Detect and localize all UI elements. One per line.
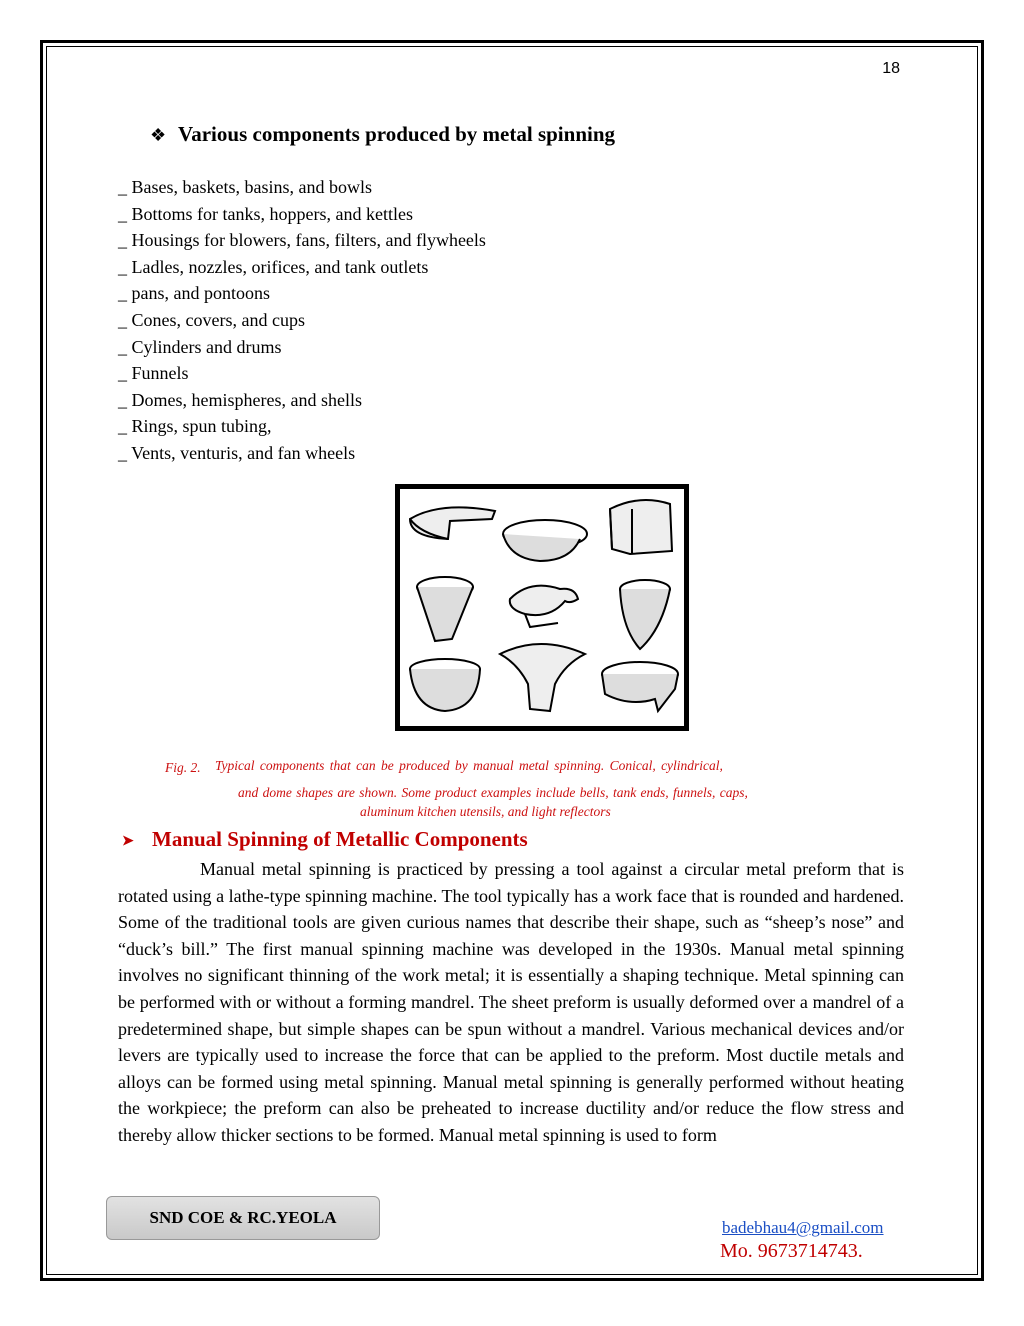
section-title: Various components produced by metal spinning: [178, 122, 616, 146]
spun-components-illustration: [400, 489, 684, 726]
manual-spinning-title: Manual Spinning of Metallic Components: [152, 827, 528, 851]
funnel-shape: [500, 644, 585, 711]
components-figure: [395, 484, 689, 731]
list-item: _ pans, and pontoons: [118, 283, 270, 304]
manual-spinning-paragraph: Manual metal spinning is practiced by pressing a tool against a circular metal preform that is rotated using a lathe-type spinning machine. The tool typically has a work face that is rounded and hardened. Some of the traditional tools are given curious names that describe their shape, such as “sheep’s nose” and “duck’s bill.” The first manual spinning machine was developed in the 1930s. Manual metal spinning involves no significant thinning of the work metal; it is essentially a shaping technique. Metal spinning can be performed with or without a forming mandrel. The sheet preform is usually deformed over a mandrel of a predetermined shape, but simple shapes can be spun without a mandrel. Various mechanical devices and/or levers are typically used to increase the force that can be applied to the preform. Most ductile metals and alloys can be formed using metal spinning. Manual metal spinning is generally performed without heating the workpiece; the preform can also be preheated to increase ductility and/or reduce the flow stress and thereby allow thicker sections to be formed. Manual metal spinning is used to form: [118, 859, 904, 1145]
page-number: 18: [882, 60, 900, 77]
manual-spinning-heading: [122, 827, 528, 852]
components-list: [118, 174, 486, 467]
section-heading: [150, 122, 615, 147]
diamond-bullet-icon: ❖: [150, 125, 167, 145]
ring-shape: [410, 507, 495, 539]
list-item: _ Cones, covers, and cups: [118, 309, 305, 330]
bell-shape: [620, 580, 670, 649]
cylinder-shape: [610, 500, 672, 554]
phone-number: Mo. 9673714743.: [720, 1240, 863, 1262]
shallow-dish-shape: [503, 520, 587, 561]
list-item: _ Domes, hemispheres, and shells: [118, 389, 362, 410]
list-item: _ Housings for blowers, fans, filters, and flywheels: [118, 230, 486, 251]
college-badge: SND COE & RC.YEOLA: [106, 1196, 380, 1240]
figure-caption-label: Fig. 2.: [165, 760, 201, 775]
figure-caption-line: and dome shapes are shown. Some product examples include bells, tank ends, funnels, caps,: [238, 785, 748, 800]
list-item: _ Cylinders and drums: [118, 336, 282, 357]
list-item: _ Vents, venturis, and fan wheels: [118, 442, 356, 463]
hemisphere-shape: [410, 659, 480, 711]
list-item: _ Bases, baskets, basins, and bowls: [118, 177, 372, 197]
cone-shape: [417, 577, 473, 641]
email-link[interactable]: badebhau4@gmail.com: [722, 1218, 884, 1237]
figure-caption-line: Typical components that can be produced by manual metal spinning. Conical, cylindrical,: [215, 758, 723, 773]
arrow-bullet-icon: ➤: [122, 833, 134, 849]
list-item: _ Rings, spun tubing,: [118, 416, 272, 437]
wavy-bowl-shape: [510, 586, 578, 627]
figure-caption-line: aluminum kitchen utensils, and light reflectors: [360, 804, 611, 819]
list-item: _ Bottoms for tanks, hoppers, and kettles: [118, 203, 413, 224]
fan-wheel-shape: [602, 662, 678, 711]
list-item: _ Funnels: [118, 363, 189, 384]
list-item: _ Ladles, nozzles, orifices, and tank outlets: [118, 256, 429, 277]
